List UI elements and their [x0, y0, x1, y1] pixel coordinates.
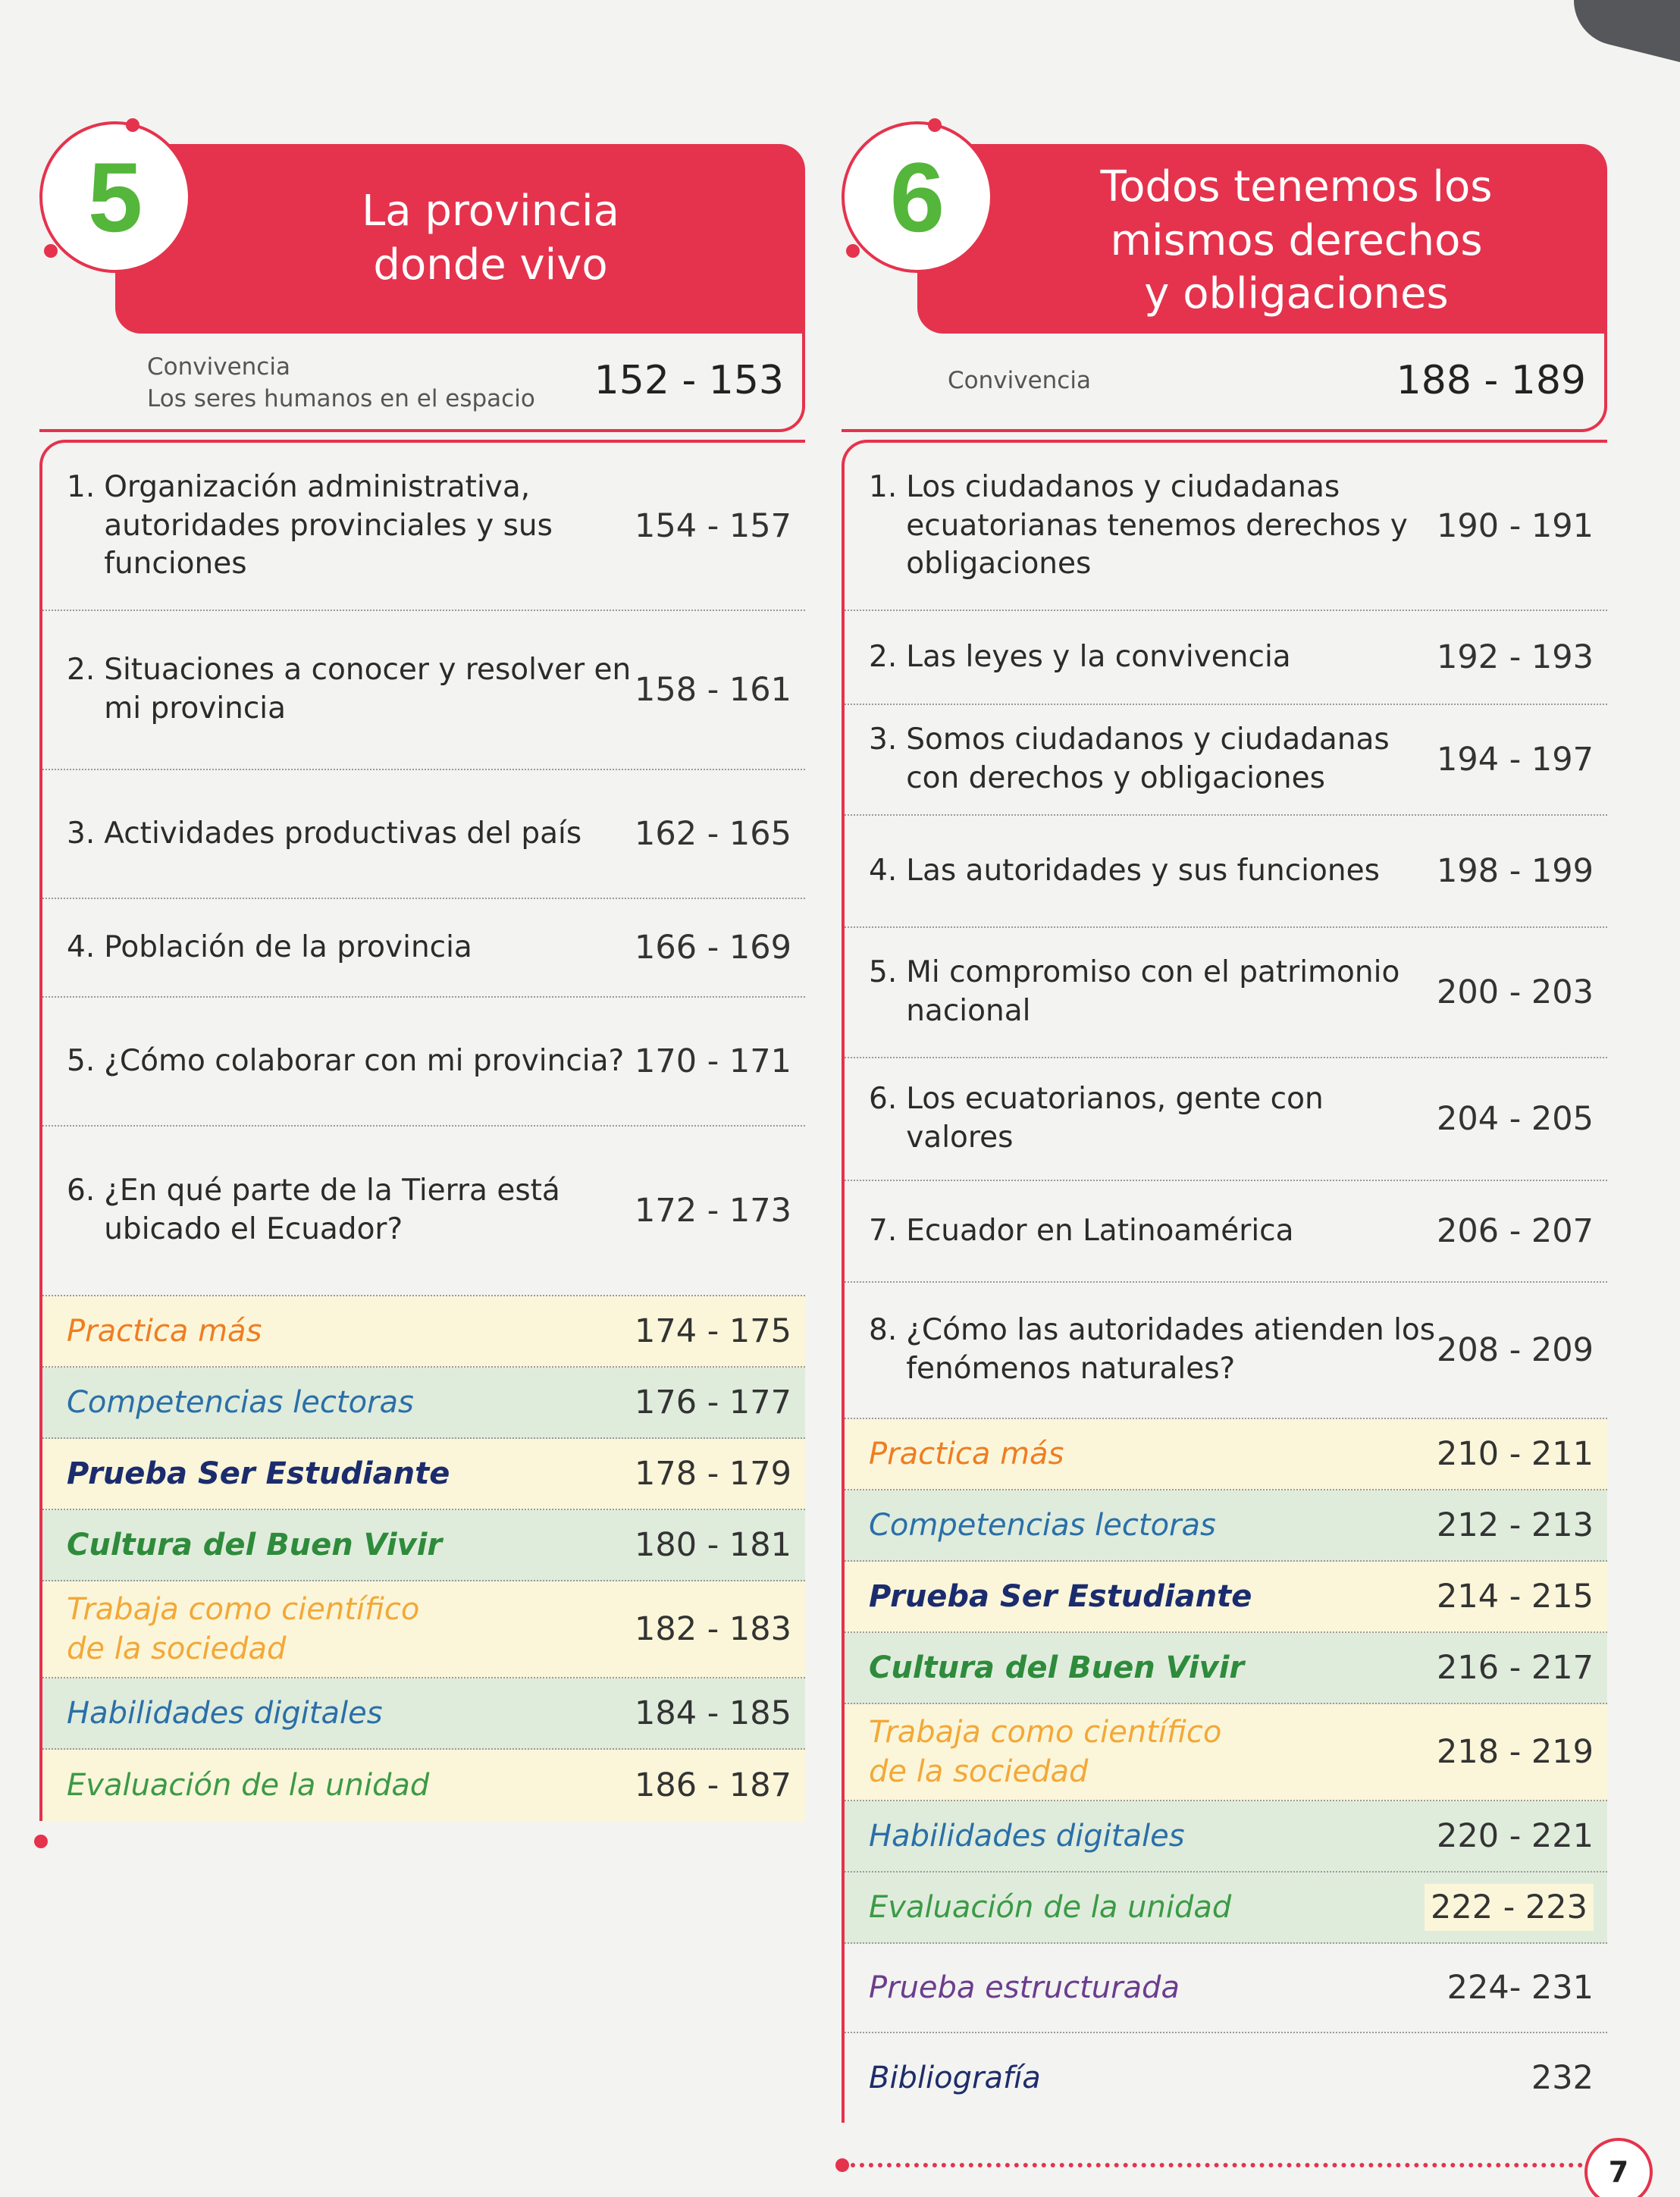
section-pages: 186 - 187 — [634, 1766, 791, 1804]
section-title: Bibliografía — [869, 2061, 1041, 2095]
intro-line: Convivencia — [147, 353, 290, 381]
toc-section-row[interactable] — [845, 1419, 1607, 1490]
unit-title-line: La provincia — [362, 186, 619, 237]
toc-section-row[interactable] — [845, 1562, 1607, 1633]
topic-pages: 170 - 171 — [634, 1042, 791, 1080]
toc-section-row[interactable] — [42, 1368, 805, 1439]
section-pages: 176 - 177 — [634, 1384, 791, 1421]
topic-number: 6. — [67, 1174, 96, 1208]
topic-pages: 194 - 197 — [1436, 741, 1594, 779]
section-title: Cultura del Buen Vivir — [67, 1528, 443, 1562]
section-title: Prueba Ser Estudiante — [67, 1456, 450, 1491]
topic-pages: 200 - 203 — [1436, 973, 1594, 1011]
unit-intro — [842, 334, 1607, 432]
toc-section-row[interactable] — [845, 2033, 1607, 2123]
toc-section-row[interactable] — [42, 1678, 805, 1750]
unit-number-badge — [842, 121, 993, 273]
topic-pages: 172 - 173 — [634, 1192, 791, 1230]
section-pages: 178 - 179 — [634, 1455, 791, 1493]
topic-number: 8. — [869, 1313, 898, 1348]
topic-title: Organización administrativa, autoridades provinciales y sus funciones — [104, 469, 553, 581]
toc-section-row[interactable] — [845, 1801, 1607, 1873]
unit-6-contents — [842, 440, 1607, 2123]
unit-title-line: mismos derechos — [1110, 215, 1483, 265]
intro-pages: 152 - 153 — [594, 358, 784, 403]
footer-dotted-rule — [842, 2163, 1592, 2167]
section-pages: 216 - 217 — [1436, 1649, 1594, 1687]
topic-pages: 206 - 207 — [1436, 1212, 1594, 1250]
section-pages: 224- 231 — [1446, 1969, 1594, 2007]
toc-row[interactable] — [42, 443, 805, 611]
topic-number: 1. — [67, 469, 96, 504]
topic-pages: 198 - 199 — [1436, 852, 1594, 890]
section-pages: 214 - 215 — [1436, 1578, 1594, 1616]
topic-title: Población de la provincia — [104, 929, 472, 964]
badge-dot — [928, 118, 942, 132]
unit-5-title-banner — [115, 144, 805, 334]
section-pages: 174 - 175 — [634, 1312, 791, 1350]
unit-6-title-banner — [917, 144, 1607, 334]
topic-title: ¿Cómo colaborar con mi provincia? — [104, 1043, 625, 1078]
page-corner-shadow — [1564, 0, 1680, 70]
intro-line: Los seres humanos en el espacio — [147, 384, 535, 412]
section-title: Competencias lectoras — [869, 1508, 1216, 1543]
section-pages: 184 - 185 — [634, 1694, 791, 1732]
toc-row[interactable] — [845, 816, 1607, 928]
toc-section-row[interactable] — [42, 1439, 805, 1510]
topic-pages: 208 - 209 — [1436, 1331, 1594, 1369]
toc-row[interactable] — [42, 899, 805, 998]
toc-row[interactable] — [845, 1283, 1607, 1419]
toc-row[interactable] — [845, 1181, 1607, 1283]
topic-number: 2. — [869, 639, 898, 674]
topic-number: 6. — [869, 1082, 898, 1117]
section-pages: 220 - 221 — [1436, 1817, 1594, 1855]
section-pages: 180 - 181 — [634, 1526, 791, 1564]
topic-number: 3. — [869, 722, 898, 757]
toc-section-row[interactable] — [845, 1490, 1607, 1562]
toc-section-row[interactable] — [42, 1581, 805, 1678]
toc-row[interactable] — [845, 705, 1607, 816]
topic-pages: 158 - 161 — [634, 671, 791, 709]
section-pages: 210 - 211 — [1436, 1435, 1594, 1473]
section-title: Evaluación de la unidad — [869, 1890, 1232, 1925]
topic-pages: 192 - 193 — [1436, 638, 1594, 676]
toc-section-row[interactable] — [845, 1873, 1607, 1944]
topic-title: Situaciones a conocer y resolver en mi provincia — [104, 653, 632, 726]
toc-row[interactable] — [42, 1127, 805, 1296]
toc-section-row[interactable] — [845, 1633, 1607, 1704]
topic-pages: 166 - 169 — [634, 929, 791, 967]
section-pages: 232 — [1531, 2059, 1594, 2097]
unit-number: 6 — [889, 142, 945, 252]
intro-line: Convivencia — [948, 367, 1091, 394]
intro-pages: 188 - 189 — [1396, 358, 1586, 403]
topic-title: Los ciudadanos y ciudadanas ecuatorianas tenemos derechos y obligaciones — [906, 469, 1408, 581]
section-title: Competencias lectoras — [67, 1385, 414, 1420]
toc-section-row[interactable] — [845, 1704, 1607, 1801]
topic-title: Ecuador en Latinoamérica — [906, 1213, 1294, 1248]
unit-number: 5 — [87, 142, 143, 252]
toc-row[interactable] — [845, 928, 1607, 1058]
topic-pages: 154 - 157 — [634, 507, 791, 545]
topic-number: 4. — [869, 853, 898, 888]
topic-number: 5. — [869, 955, 898, 990]
toc-section-row[interactable] — [42, 1750, 805, 1821]
contents-end-dot — [34, 1835, 48, 1848]
page-number: 7 — [1584, 2138, 1653, 2197]
topic-title: Los ecuatorianos, gente con valores — [906, 1082, 1324, 1155]
topic-title: Las autoridades y sus funciones — [906, 853, 1380, 888]
topic-pages: 162 - 165 — [634, 815, 791, 853]
section-pages: 182 - 183 — [634, 1610, 791, 1648]
topic-number: 3. — [67, 816, 96, 851]
toc-row[interactable] — [845, 443, 1607, 611]
toc-row[interactable] — [42, 611, 805, 770]
section-pages: 212 - 213 — [1436, 1506, 1594, 1544]
topic-number: 1. — [869, 469, 898, 504]
section-title: Evaluación de la unidad — [67, 1768, 430, 1803]
topic-title: Mi compromiso con el patrimonio nacional — [906, 955, 1400, 1028]
toc-row[interactable] — [845, 611, 1607, 705]
topic-title: ¿Cómo las autoridades atienden los fenómenos naturales? — [906, 1313, 1436, 1386]
unit-5-contents — [39, 440, 805, 1821]
topic-number: 4. — [67, 929, 96, 964]
badge-dot — [126, 118, 139, 132]
unit-title-line: Todos tenemos los — [1100, 162, 1493, 212]
section-pages: 222 - 223 — [1425, 1884, 1594, 1931]
toc-section-row[interactable] — [845, 1944, 1607, 2033]
topic-title: Las leyes y la convivencia — [906, 639, 1291, 674]
toc-row[interactable] — [845, 1058, 1607, 1181]
topic-number: 5. — [67, 1043, 96, 1078]
toc-row[interactable] — [42, 998, 805, 1127]
unit-title-line: donde vivo — [373, 240, 608, 290]
section-title: Practica más — [869, 1437, 1064, 1471]
section-title: Cultura del Buen Vivir — [869, 1650, 1245, 1685]
unit-intro — [39, 334, 805, 432]
toc-section-row[interactable] — [42, 1296, 805, 1368]
topic-title: ¿En qué parte de la Tierra está ubicado el Ecuador? — [104, 1174, 560, 1246]
section-title: Habilidades digitales — [869, 1819, 1185, 1854]
section-title: Prueba estructurada — [869, 1970, 1180, 2005]
section-title: Trabaja como científico de la sociedad — [869, 1715, 1222, 1789]
badge-dot — [846, 244, 860, 258]
topic-number: 2. — [67, 653, 96, 688]
section-title: Habilidades digitales — [67, 1696, 383, 1731]
topic-title: Somos ciudadanos y ciudadanas con derechos y obligaciones — [906, 722, 1390, 795]
section-title: Prueba Ser Estudiante — [869, 1579, 1252, 1614]
toc-section-row[interactable] — [42, 1510, 805, 1581]
topic-pages: 204 - 205 — [1436, 1100, 1594, 1138]
badge-dot — [44, 244, 58, 258]
topic-title: Actividades productivas del país — [104, 816, 582, 851]
unit-title-line: y obligaciones — [1144, 269, 1449, 319]
section-pages: 218 - 219 — [1436, 1733, 1594, 1771]
topic-number: 7. — [869, 1213, 898, 1248]
toc-row[interactable] — [42, 770, 805, 899]
topic-pages: 190 - 191 — [1436, 507, 1594, 545]
section-title: Practica más — [67, 1314, 262, 1349]
section-title: Trabaja como científico de la sociedad — [67, 1592, 420, 1666]
unit-number-badge — [39, 121, 191, 273]
